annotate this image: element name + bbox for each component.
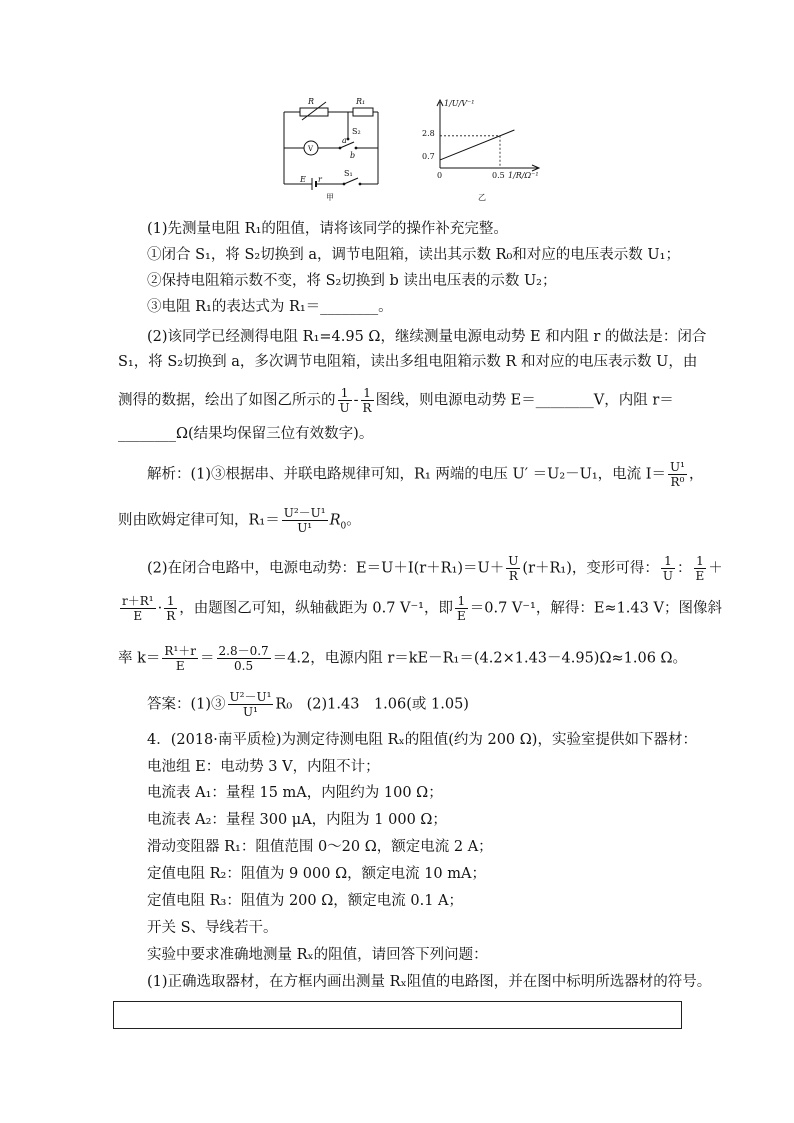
item-2: 电流表 A₁：量程 15 mA，内阻约为 100 Ω； (147, 785, 443, 801)
circuit-diagram (278, 92, 388, 202)
fraction-R1r-over-E: $\frac{\text{R¹＋r}}{E}$ (164, 644, 196, 673)
fraction-1-over-R: $\frac{1}{R}$ (362, 386, 372, 415)
question-4-1: (1)正确选取器材，在方框内画出测量 Rₓ阻值的电路图，并在图中标明所选器材的符号。 (147, 974, 712, 990)
caption-jia: 甲 (326, 193, 334, 202)
fraction-R1-expression: $\frac{\text{U²－U¹}}{\text{U¹}}$ (283, 506, 326, 535)
fraction-slope: $\frac{2.8-0.7}{0.5}$ (218, 644, 269, 673)
solution-2-line-2: $\frac{\text{r＋R¹}}{E}$ · $\frac{1}{R}$ ，由题图乙可知，纵轴截距为 0.7 V⁻¹，即 $\frac{1}{E}$ ＝0.7 V⁻¹，解得：E≈1.43 V；图像斜 (122, 594, 722, 623)
fraction-1-over-E: $\frac{1}{E}$ (695, 554, 705, 583)
solution-2-line-1: (2)在闭合电路中，电源电动势：E＝U＋I(r＋R₁)＝U＋ $\frac{U}{R}$ (r＋R₁)，变形可得： $\frac{1}{U}$ ： $\frac{1}{E}$ ＋ (147, 554, 723, 583)
solution-line-2: 则由欧姆定律可知，R₁＝ $\frac{\text{U²－U¹}}{\text{U¹}}$ $R_0$。 (118, 506, 361, 535)
q2-text-b: 图线，则电源电动势 E＝________V，内阻 r＝ (375, 392, 674, 409)
fraction-1-over-R-b: $\frac{1}{R}$ (166, 594, 176, 623)
question-1: (1)先测量电阻 R₁的阻值，请将该同学的操作补充完整。 (147, 221, 508, 237)
y-tick-label-bottom: 0.7 (422, 152, 435, 161)
item-1: 电池组 E：电动势 3 V，内阻不计； (147, 759, 380, 775)
question-2-line-2: S₁，将 S₂切换到 a，多次调节电阻箱，读出多组电阻箱示数 R 和对应的电压表示数 U，由 (118, 354, 698, 370)
label-b: b (350, 151, 356, 160)
item-4: 滑动变阻器 R₁：阻值范围 0～20 Ω，额定电流 2 A； (147, 839, 493, 855)
label-V: V (308, 145, 314, 153)
item-5: 定值电阻 R₂：阻值为 9 000 Ω，额定电流 10 mA； (147, 866, 486, 882)
solution-2-line-3: 率 k＝ $\frac{\text{R¹＋r}}{E}$ ＝ $\frac{2.8-0.7}{0.5}$ ＝4.2，电源内阻 r＝kE－R₁＝(4.2×1.43－4.95)Ω≈1.06 Ω。 (118, 644, 688, 673)
question-2-line-4: ________Ω(结果均保留三位有效数字)。 (118, 426, 374, 442)
question-2-line-1: (2)该同学已经测得电阻 R₁=4.95 Ω，继续测量电源电动势 E 和内阻 r 的做法是：闭合 (147, 329, 707, 345)
label-r: r (318, 175, 322, 184)
item-3: 电流表 A₂：量程 300 μA，内阻为 1 000 Ω； (147, 812, 447, 828)
step-3: ③电阻 R₁的表达式为 R₁＝________。 (147, 299, 393, 315)
x-tick-label: 0.5 (492, 171, 505, 180)
step-1: ①闭合 S₁，将 S₂切换到 a，调节电阻箱，读出其示数 R₀和对应的电压表示数 U₁； (147, 247, 680, 263)
answer-line: 答案：(1)③ $\frac{\text{U²－U¹}}{\text{U¹}}$ R₀ (2)1.43 1.06(或 1.05) (147, 690, 469, 719)
fraction-U-over-R: $\frac{U}{R}$ (508, 554, 519, 583)
x-axis-label: 1/R/Ω⁻¹ (508, 171, 539, 180)
line-graph (414, 92, 554, 204)
label-a: a (342, 136, 347, 145)
solution-line-1: 解析：(1)③根据串、并联电路规律可知，R₁ 两端的电压 U′ ＝U₂－U₁，电流 I＝ $\frac{\text{U¹}}{\text{R⁰}}$ ， (147, 460, 704, 489)
fraction-1-over-U: $\frac{1}{U}$ (339, 386, 350, 415)
question-4: 4．(2018·南平质检)为测定待测电阻 Rₓ的阻值(约为 200 Ω)，实验室提供如下器材： (147, 732, 697, 748)
label-R: R (308, 97, 315, 106)
fraction-answer: $\frac{\text{U²－U¹}}{\text{U¹}}$ (229, 690, 272, 719)
fraction-1-over-U-b: $\frac{1}{U}$ (662, 554, 674, 583)
step-2: ②保持电阻箱示数不变，将 S₂切换到 b 读出电压表的示数 U₂； (147, 273, 557, 289)
series-line (440, 130, 514, 160)
q2-text-a: 测得的数据，绘出了如图乙所示的 (118, 392, 336, 409)
y-axis-label: 1/U/V⁻¹ (444, 99, 475, 108)
y-tick-label-top: 2.8 (422, 129, 435, 138)
caption-yi: 乙 (478, 193, 486, 202)
answer-box[interactable] (113, 1001, 682, 1029)
item-6: 定值电阻 R₃：阻值为 200 Ω，额定电流 0.1 A； (147, 893, 464, 909)
x-tick-label-origin: 0 (437, 171, 443, 180)
requirement: 实验中要求准确地测量 Rₓ的阻值，请回答下列问题： (147, 947, 488, 963)
question-2-line-3: 测得的数据，绘出了如图乙所示的 $\frac{1}{U}$ - $\frac{1}{R}$ 图线，则电源电动势 E＝________V，内阻 r＝ (118, 386, 674, 415)
item-7: 开关 S、导线若干。 (147, 920, 278, 936)
label-R1: R₁ (356, 97, 366, 106)
fraction-rR1-over-E: $\frac{\text{r＋R¹}}{E}$ (122, 594, 154, 623)
label-E: E (300, 175, 306, 184)
label-S1: S₁ (344, 169, 353, 178)
label-S2: S₂ (352, 127, 361, 136)
fraction-U1-over-R0: $\frac{\text{U¹}}{\text{R⁰}}$ (670, 460, 685, 489)
fraction-1-over-E-b: $\frac{1}{E}$ (456, 594, 466, 623)
